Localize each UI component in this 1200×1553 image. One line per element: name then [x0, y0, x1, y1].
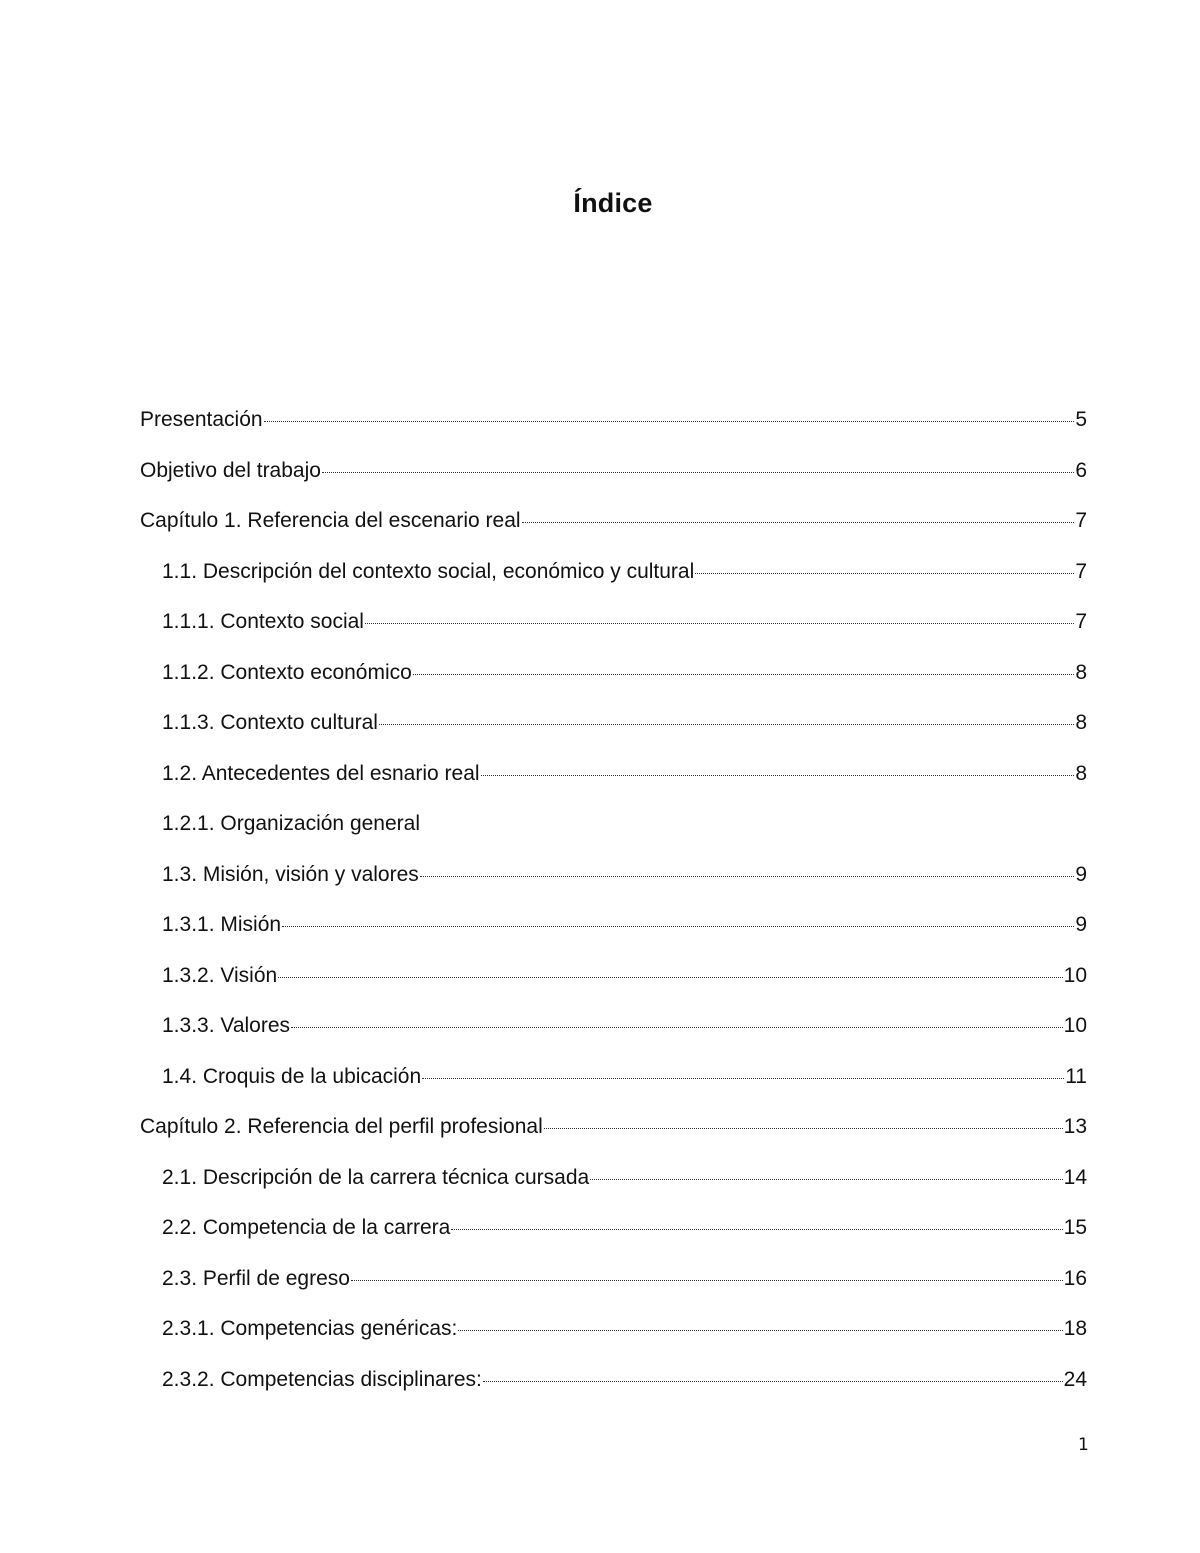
toc-entry-label: Capítulo 2. Referencia del perfil profesional: [140, 1115, 543, 1138]
toc-entry-page-number: 10: [1063, 963, 1087, 987]
dot-leader: [481, 775, 1075, 776]
dot-leader: [278, 977, 1062, 978]
toc-entry-page-number: 9: [1075, 862, 1087, 886]
toc-entry[interactable]: [140, 959, 1087, 1010]
toc-entry[interactable]: [140, 1363, 1087, 1414]
toc-entry-page-number: 7: [1075, 509, 1087, 532]
toc-entry[interactable]: [140, 1312, 1087, 1363]
toc-entry[interactable]: [140, 858, 1087, 909]
toc-entry[interactable]: [140, 908, 1087, 959]
dot-leader: [322, 472, 1074, 473]
toc-entry-page-number: 5: [1075, 408, 1087, 431]
toc-entry-label: Objetivo del trabajo: [140, 458, 321, 482]
toc-entry-page-number: 9: [1075, 913, 1087, 936]
toc-entry-label: Capítulo 1. Referencia del escenario real: [140, 509, 521, 532]
toc-entry[interactable]: [140, 504, 1087, 555]
toc-entry-page-number: 10: [1063, 1014, 1087, 1037]
toc-entry-label: 1.3.3. Valores: [162, 1014, 291, 1037]
toc-entry[interactable]: [140, 1262, 1087, 1313]
toc-entry-page-number: 14: [1063, 1165, 1087, 1189]
toc-entry-page-number: 7: [1075, 610, 1087, 633]
dot-leader: [291, 1027, 1063, 1028]
dot-leader: [544, 1128, 1063, 1129]
dot-leader: [365, 623, 1074, 624]
toc-entry-page-number: 8: [1075, 660, 1087, 684]
toc-entry-page-number: 16: [1063, 1266, 1087, 1290]
dot-leader: [282, 926, 1074, 927]
page-number: 1: [1078, 1435, 1089, 1455]
dot-leader: [420, 876, 1075, 877]
toc-entry[interactable]: [140, 605, 1087, 656]
dot-leader: [458, 1330, 1062, 1331]
toc-entry-label: 1.1. Descripción del contexto social, económico y cultural: [162, 559, 695, 583]
toc-entry[interactable]: [140, 555, 1087, 606]
toc-entry[interactable]: [140, 454, 1087, 505]
dot-leader: [264, 421, 1075, 422]
toc-entry-page-number: 11: [1065, 1064, 1087, 1088]
toc-entry-label: 1.1.3. Contexto cultural: [162, 711, 378, 734]
toc-entry[interactable]: [140, 656, 1087, 707]
toc-entry-label: Presentación: [140, 408, 263, 431]
page-title: Índice: [573, 188, 653, 218]
toc-entry-page-number: 6: [1075, 458, 1087, 482]
toc-entry[interactable]: [140, 1211, 1087, 1262]
toc-entry-label: 1.2. Antecedentes del esnario real: [162, 761, 480, 785]
toc-entry[interactable]: [140, 706, 1087, 757]
dot-leader: [695, 573, 1074, 574]
toc-entry[interactable]: [140, 757, 1087, 808]
dot-leader: [590, 1179, 1062, 1180]
dot-leader: [413, 674, 1074, 675]
toc-entry-page-number: 18: [1063, 1317, 1087, 1340]
table-of-contents: [140, 403, 1087, 1413]
toc-entry-label: 1.3.2. Visión: [162, 963, 278, 987]
toc-entry[interactable]: [140, 403, 1087, 454]
dot-leader: [351, 1280, 1063, 1281]
toc-entry-label: 2.1. Descripción de la carrera técnica cursada: [162, 1165, 590, 1189]
toc-entry-label: 1.2.1. Organización general: [162, 812, 420, 835]
toc-entry-page-number: 8: [1075, 761, 1087, 785]
dot-leader: [451, 1229, 1062, 1230]
toc-entry-label: 1.4. Croquis de la ubicación: [162, 1064, 422, 1088]
dot-leader: [483, 1381, 1063, 1382]
toc-entry-label: 2.3. Perfil de egreso: [162, 1266, 350, 1290]
dot-leader: [379, 724, 1074, 725]
dot-leader: [522, 522, 1075, 523]
toc-entry-label: 2.2. Competencia de la carrera: [162, 1216, 451, 1239]
toc-entry[interactable]: [140, 1110, 1087, 1161]
toc-entry[interactable]: [140, 807, 1087, 858]
toc-entry-label: 1.1.2. Contexto económico: [162, 660, 412, 684]
toc-entry[interactable]: [140, 1060, 1087, 1111]
toc-entry-label: 2.3.1. Competencias genéricas:: [162, 1317, 458, 1340]
toc-entry[interactable]: [140, 1161, 1087, 1212]
toc-entry-page-number: 8: [1075, 711, 1087, 734]
dot-leader: [422, 1078, 1064, 1079]
toc-entry-page-number: 15: [1063, 1216, 1087, 1239]
toc-entry-label: 1.1.1. Contexto social: [162, 610, 364, 633]
toc-entry-label: 2.3.2. Competencias disciplinares:: [162, 1367, 482, 1391]
toc-entry-page-number: 13: [1063, 1115, 1087, 1138]
toc-entry-label: 1.3.1. Misión: [162, 913, 282, 936]
toc-entry[interactable]: [140, 1009, 1087, 1060]
toc-entry-page-number: 7: [1075, 559, 1087, 583]
toc-entry-label: 1.3. Misión, visión y valores: [162, 862, 419, 886]
toc-entry-page-number: 24: [1063, 1367, 1087, 1391]
